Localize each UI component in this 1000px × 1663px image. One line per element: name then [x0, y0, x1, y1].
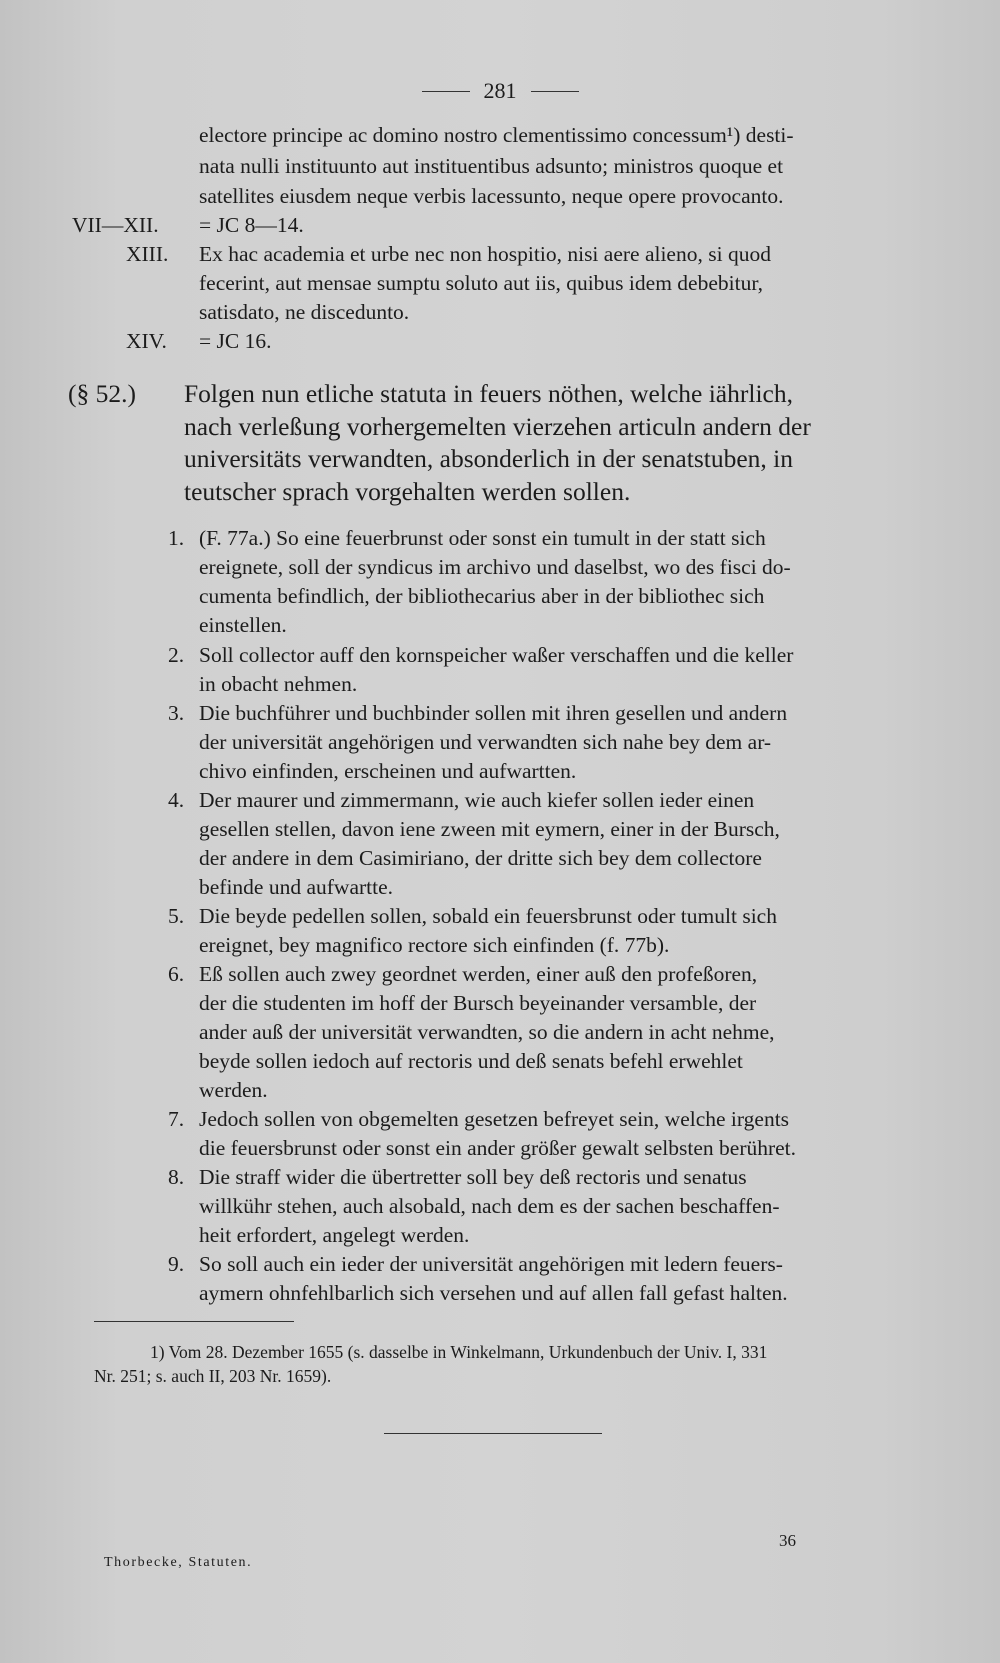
item-number: 2. [168, 643, 185, 667]
footnote-rule [94, 1321, 294, 1322]
text-line: beyde sollen iedoch auf rectoris und deß senats befehl erwehlet [199, 1049, 743, 1073]
footnote-line: Nr. 251; s. auch II, 203 Nr. 1659). [94, 1366, 332, 1386]
text-line: Der maurer und zimmermann, wie auch kiefer sollen ieder einen [199, 788, 755, 812]
statute-label: XIV. [126, 329, 167, 353]
text-line: teutscher sprach vorgehalten werden sollen. [184, 477, 631, 506]
footnote-line: 1) Vom 28. Dezember 1655 (s. dasselbe in Winkelmann, Urkundenbuch der Univ. I, 331 [150, 1342, 768, 1362]
text-line: universitäts verwandten, absonderlich in der senatstuben, in [184, 444, 793, 473]
sheet-number: 36 [779, 1531, 796, 1550]
text-line: aymern ohnfehlbarlich sich versehen und auf allen fall gefast halten. [199, 1281, 788, 1305]
text-line: die feuersbrunst oder sonst ein ander größer gewalt selbsten berühret. [199, 1136, 797, 1160]
item-number: 6. [168, 962, 185, 986]
text-line: Jedoch sollen von obgemelten gesetzen befreyet sein, welche irgents [199, 1107, 790, 1131]
text-line: satisdato, ne discedunto. [199, 300, 410, 324]
text-line: ereignet, bey magnifico rectore sich einfinden (f. 77b). [199, 933, 670, 957]
item-number: 8. [168, 1165, 185, 1189]
text-line: heit erfordert, angelegt werden. [199, 1223, 470, 1247]
text-line: nach verleßung vorhergemelten vierzehen articuln andern der [184, 412, 811, 441]
item-number: 4. [168, 788, 185, 812]
item-number: 3. [168, 701, 185, 725]
text-line: fecerint, aut mensae sumptu soluto aut iis, quibus idem debebitur, [199, 271, 763, 295]
text-line: cumenta befindlich, der bibliothecarius aber in der bibliothec sich [199, 584, 765, 608]
text-line: Ex hac academia et urbe nec non hospitio, nisi aere alieno, si quod [199, 242, 771, 266]
statute-label: VII—XII. [72, 213, 159, 237]
text-line: Eß sollen auch zwey geordnet werden, einer auß den profeßoren, [199, 962, 758, 986]
text-line: = JC 8—14. [199, 213, 304, 237]
text-line: der andere in dem Casimiriano, der dritte sich bey dem collectore [199, 846, 762, 870]
text-line: der universität angehörigen und verwandten sich nahe bey dem ar- [199, 730, 772, 754]
item-number: 9. [168, 1252, 185, 1276]
text-line: electore principe ac domino nostro clementissimo concessum¹) desti- [199, 123, 794, 147]
text-line: willkühr stehen, auch alsobald, nach dem es der sachen beschaffen- [199, 1194, 780, 1218]
text-line: in obacht nehmen. [199, 672, 358, 696]
text-line: werden. [199, 1078, 268, 1102]
text-line: satellites eiusdem neque verbis lacessunto, neque opere provocanto. [199, 184, 784, 208]
text-line: einstellen. [199, 613, 287, 637]
text-line: So soll auch ein ieder der universität angehörigen mit ledern feuers- [199, 1252, 783, 1276]
text-line: chivo einfinden, erscheinen und aufwartten. [199, 759, 577, 783]
text-line: Die straff wider die übertretter soll bey deß rectoris und senatus [199, 1165, 747, 1189]
section-label: (§ 52.) [68, 379, 136, 408]
text-line: befinde und aufwartte. [199, 875, 394, 899]
closing-rule [384, 1433, 602, 1434]
text-line: Die buchführer und buchbinder sollen mit ihren gesellen und andern [199, 701, 788, 725]
text-line: Soll collector auff den kornspeicher waßer verschaffen und die keller [199, 643, 794, 667]
item-number: 5. [168, 904, 185, 928]
text-line: Die beyde pedellen sollen, sobald ein feuersbrunst oder tumult sich [199, 904, 777, 928]
page-number: 281 [483, 78, 517, 103]
header-left-rule [422, 91, 470, 92]
text-line: = JC 16. [199, 329, 272, 353]
text-line: Folgen nun etliche statuta in feuers nöthen, welche iährlich, [184, 379, 793, 408]
signature-mark: Thorbecke, Statuten. [104, 1555, 253, 1570]
text-line: der die studenten im hoff der Bursch beyeinander versamble, der [199, 991, 757, 1015]
text-line: (F. 77a.) So eine feuerbrunst oder sonst ein tumult in der statt sich [199, 526, 766, 550]
text-line: nata nulli instituunto aut instituentibus adsunto; ministros quoque et [199, 154, 784, 178]
statute-label: XIII. [126, 242, 169, 266]
text-line: ereignete, soll der syndicus im archivo und daselbst, wo des fisci do- [199, 555, 791, 579]
page-header [0, 76, 1000, 106]
text-line: gesellen stellen, davon iene zween mit eymern, einer in der Bursch, [199, 817, 780, 841]
item-number: 7. [168, 1107, 185, 1131]
item-number: 1. [168, 526, 185, 550]
text-line: ander auß der universität verwandten, so die andern in acht nehme, [199, 1020, 775, 1044]
header-right-rule [531, 91, 579, 92]
